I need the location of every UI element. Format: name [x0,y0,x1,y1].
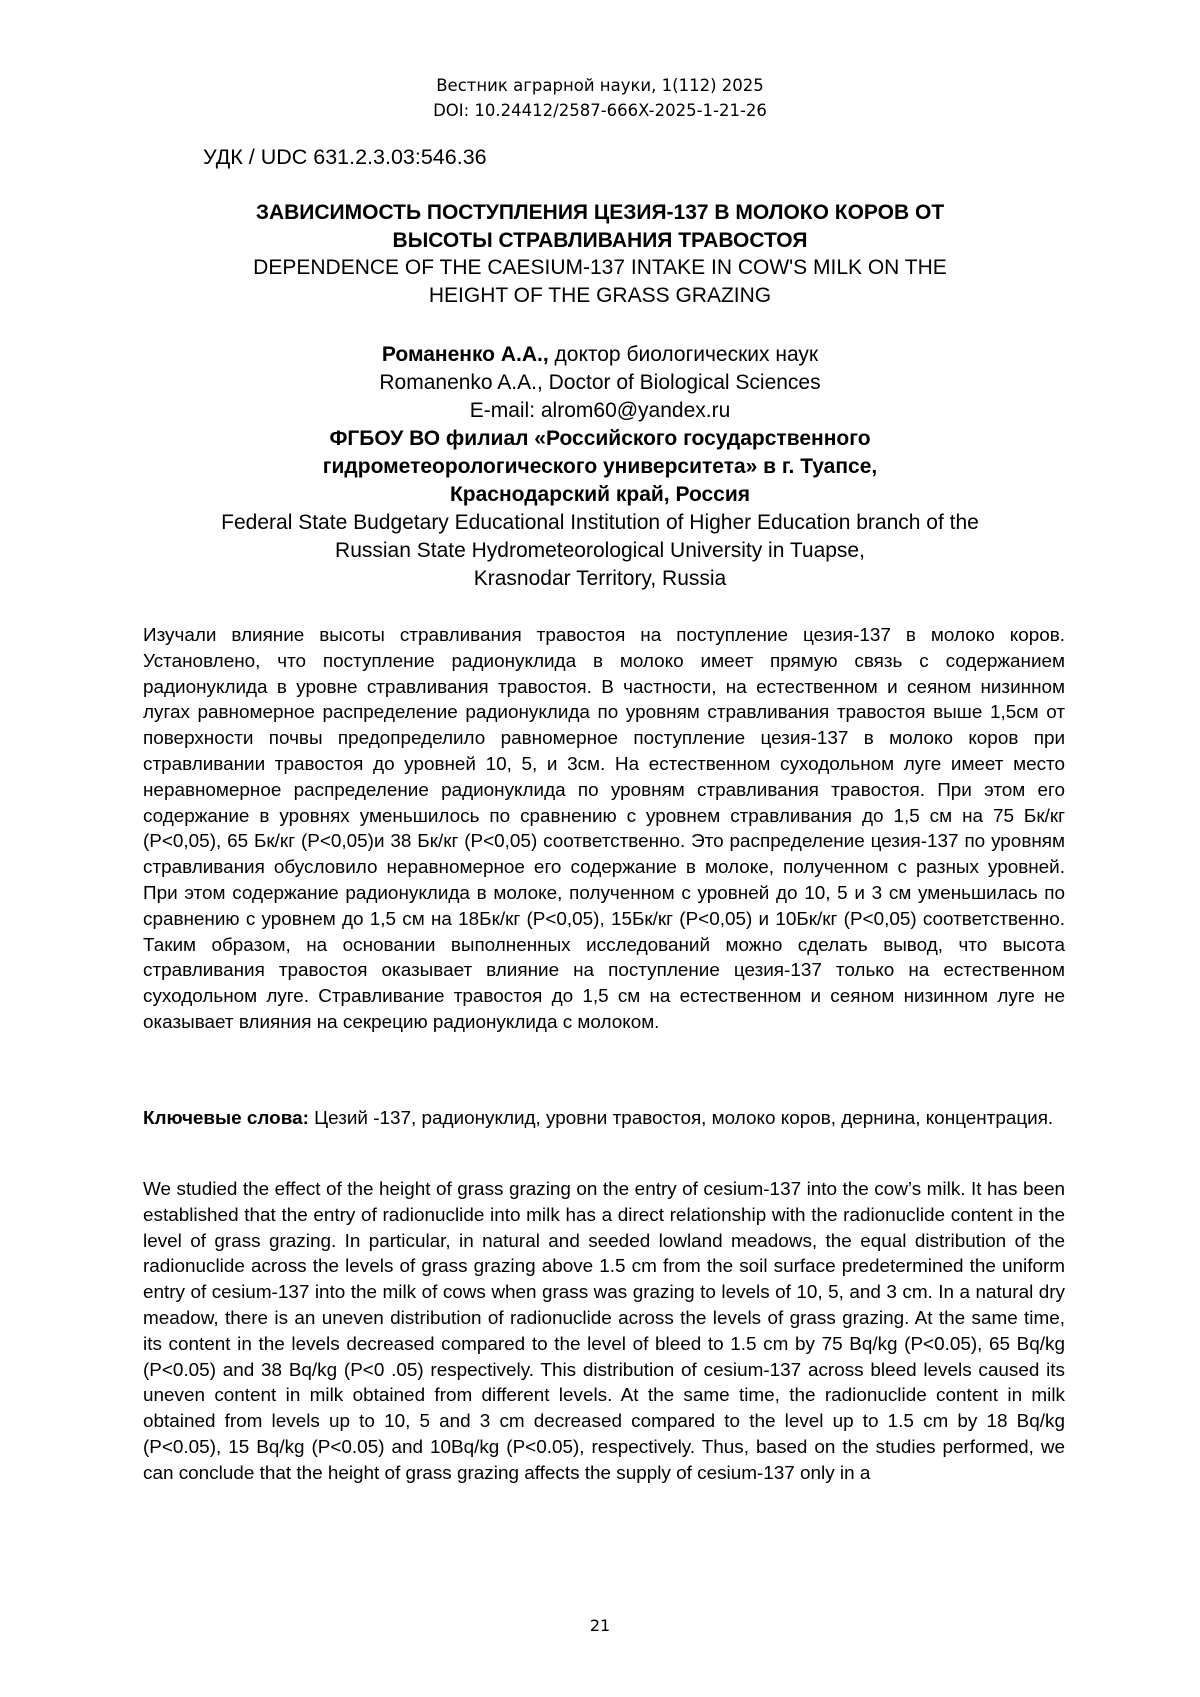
affiliation-en-line-3: Krasnodar Territory, Russia [473,567,727,590]
udc-code: УДК / UDC 631.2.3.03:546.36 [203,145,487,169]
affiliation-en-line-2: Russian State Hydrometeorological University in Tuapse, [335,539,865,562]
keywords-label: Ключевые слова: [143,1108,309,1129]
abstract-ru: Изучали влияние высоты стравливания травостоя на поступление цезия-137 в молоко коров. Установлено, что поступление радионуклида в молоко имеет прямую связь с содержанием радионуклида в уровне стравливания травостоя. В частности, на естественном и сеяном низинном лугах равномерное распределение радионуклида по уровням стравливания травостоя выше 1,5см от поверхности почвы предопределило равномерное поступление цезия-137 в молоко коров при стравливании травостоя до уровней 10, 5, и 3см. На естественном суходольном луге имеет место неравномерное распределение радионуклида по уровням стравливания травостоя. При этом его содержание в уровнях уменьшилось по сравнению с уровнем стравливания до 1,5 см на 75 Бк/кг (P<0,05), 65 Бк/кг (P<0,05)и 38 Бк/кг (P<0,05) соответственно. Это распределение цезия-137 по уровням стравливания обусловило неравномерное его содержание в молоке, полученном с разных уровней. При этом содержание радионуклида в молоке, полученном с уровней до 10, 5 и 3 см уменьшилась по сравнению с уровнем до 1,5 см на 18Бк/кг (P<0,05), 15Бк/кг (P<0,05) и 10Бк/кг (P<0,05) соответственно. Таким образом, на основании выполненных исследований можно сделать вывод, что высота стравливания травостоя оказывает влияние на поступление цезия-137 только на естественном суходольном луге. Стравливание травостоя до 1,5 см на естественном и сеяном низинном луге не оказывает влияния на секрецию радионуклида с молоком. [143,625,1065,1033]
author-ru [100,341,1100,369]
title-ru-line-1: ЗАВИСИМОСТЬ ПОСТУПЛЕНИЯ ЦЕЗИЯ-137 В МОЛОКО КОРОВ ОТ [255,201,945,224]
author-name-ru: Романенко А.А., [381,343,549,366]
author-block [100,341,1100,593]
page-number: 21 [589,1616,611,1635]
affiliation-ru-line-3: Краснодарский край, Россия [449,483,751,506]
affiliation-ru-line-1: ФГБОУ ВО филиал «Российского государственного [329,427,871,450]
title-en-line-1: DEPENDENCE OF THE CAESIUM-137 INTAKE IN COW'S MILK ON THE [253,256,947,279]
journal-issue: Вестник аграрной науки, 1(112) 2025 [436,76,764,95]
affiliation-ru-line-2: гидрометеорологического университета» в г. Туапсе, [322,455,878,478]
author-email: E-mail: alrom60@yandex.ru [469,399,731,422]
affiliation-en-line-1: Federal State Budgetary Educational Institution of Higher Education branch of the [221,511,979,534]
title-ru-line-2: ВЫСОТЫ СТРАВЛИВАНИЯ ТРАВОСТОЯ [392,228,808,252]
author-degree-ru: доктор биологических наук [548,343,819,366]
journal-header [0,73,1200,123]
title-en-line-2: HEIGHT OF THE GRASS GRAZING [428,283,772,307]
author-en: Romanenko A.A., Doctor of Biological Sciences [379,371,821,394]
abstract-en: We studied the effect of the height of grass grazing on the entry of cesium-137 into the cow’s milk. It has been established that the entry of radionuclide into milk has a direct relationship with the radionuclide content in the level of grass grazing. In particular, in natural and seeded lowland meadows, the equal distribution of the radionuclide across the levels of grass grazing above 1.5 cm from the soil surface predetermined the uniform entry of cesium-137 into the milk of cows when grass was grazing to levels of 10, 5, and 3 cm. In a natural dry meadow, there is an uneven distribution of radionuclide across the levels of grass grazing. At the same time, its content in the levels decreased compared to the level of bleed to 1.5 cm by 75 Bq/kg (P<0.05), 65 Bq/kg (P<0.05) and 38 Bq/kg (P<0 .05) respectively. This distribution of cesium-137 across bleed levels caused its uneven content in milk obtained from different levels. At the same time, the radionuclide content in milk obtained from levels up to 10, 5 and 3 cm decreased compared to the level up to 1.5 cm by 18 Bq/kg (P<0.05), 15 Bq/kg (P<0.05) and 10Bq/kg (P<0.05), respectively. Thus, based on the studies performed, we can conclude that the height of grass grazing affects the supply of cesium-137 only in a [143,1179,1065,1484]
title-block [160,199,1040,309]
keywords-text: Цезий -137, радионуклид, уровни травостоя, молоко коров, дернина, концентрация. [308,1108,1054,1129]
doi: DOI: 10.24412/2587-666X-2025-1-21-26 [433,101,767,120]
keywords [143,1106,1065,1132]
